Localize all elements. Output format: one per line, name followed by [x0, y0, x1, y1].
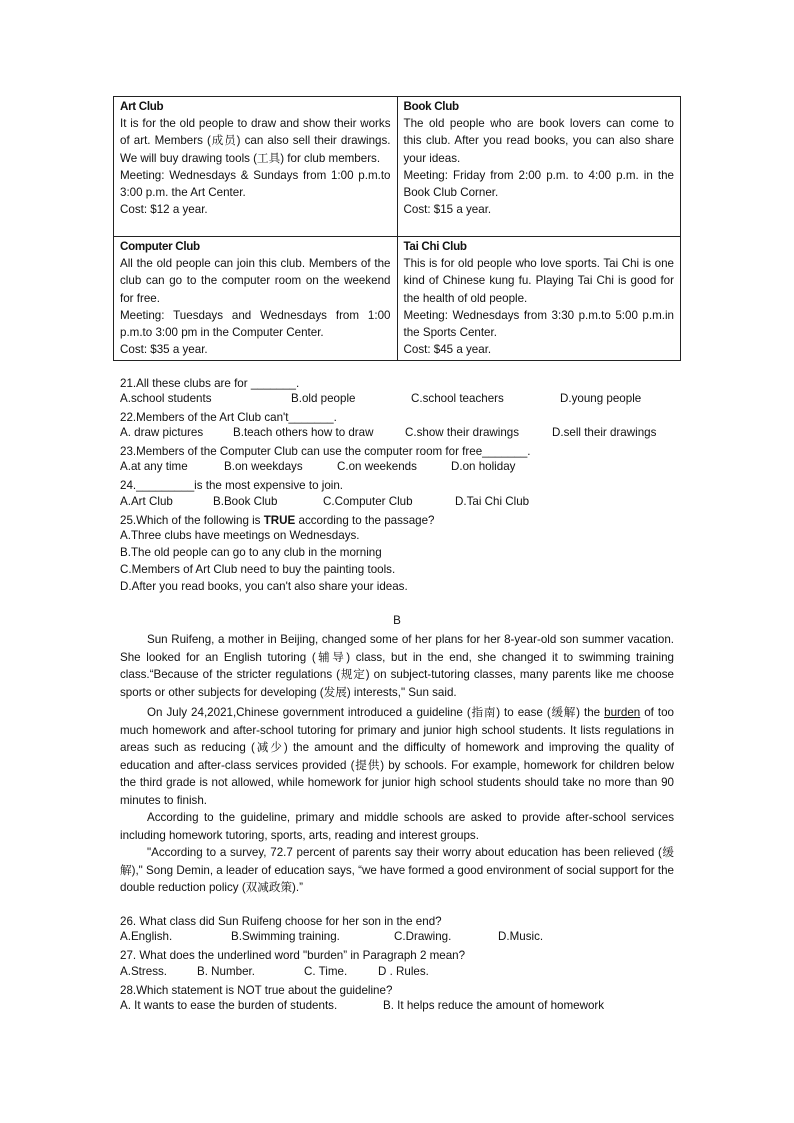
clubs-row [114, 237, 681, 361]
question-27-option: A.Stress. [120, 965, 168, 978]
paragraph-2 [120, 704, 674, 810]
club-description: It is for the old people to draw and show their works of art. Members (成员) can also sell their drawings. We will buy drawing tools (工具) for club members. [120, 117, 391, 165]
question-22-option: A. draw pictures [120, 426, 204, 439]
section-b-heading: B [393, 614, 401, 627]
tai-chi-club-cell [397, 237, 681, 361]
question-24-stem: 24._________is the most expensive to join. [120, 479, 344, 492]
question-26-option: C.Drawing. [394, 930, 452, 943]
book-club-cell [397, 97, 681, 237]
question-23-option: C.on weekends [337, 460, 417, 473]
question-21-stem: 21.All these clubs are for _______. [120, 377, 300, 390]
question-24-option: D.Tai Chi Club [455, 495, 530, 508]
question-25-stem-end: according to the passage? [295, 514, 435, 527]
question-21-option: C.school teachers [411, 392, 504, 405]
club-cost: Cost: $12 a year. [120, 203, 208, 217]
question-21-option: D.young people [560, 392, 642, 405]
question-27-option: C. Time. [304, 965, 348, 978]
question-23-stem: 23.Members of the Computer Club can use the computer room for free_______. [120, 445, 531, 458]
question-26-option: D.Music. [498, 930, 544, 943]
club-cost: Cost: $35 a year. [120, 343, 208, 357]
club-name: Computer Club [120, 240, 200, 253]
computer-club-cell [114, 237, 398, 361]
club-meeting: Meeting: Tuesdays and Wednesdays from 1:00 p.m.to 3:00 pm in the Computer Center. [120, 308, 391, 340]
club-cost: Cost: $15 a year. [403, 203, 492, 217]
question-21-option: A.school students [120, 392, 212, 405]
question-25-stem-bold: TRUE [263, 514, 296, 527]
question-23-option: D.on holiday [451, 460, 516, 473]
question-27-option: B. Number. [197, 965, 255, 978]
question-25-option: C.Members of Art Club need to buy the painting tools. [120, 563, 396, 576]
club-cost: Cost: $45 a year. [403, 343, 492, 357]
question-24-option: C.Computer Club [323, 495, 413, 508]
question-25-option: B.The old people can go to any club in the morning [120, 546, 382, 559]
club-name: Art Club [120, 100, 164, 113]
question-22-option: C.show their drawings [405, 426, 520, 439]
club-description: This is for old people who love sports. Tai Chi is one kind of Chinese kung fu. Playing Tai Chi is good for the health of old people. [403, 257, 674, 305]
question-28-stem: 28.Which statement is NOT true about the guideline? [120, 984, 393, 997]
question-26-stem: 26. What class did Sun Ruifeng choose for her son in the end? [120, 915, 442, 928]
club-description: The old people who are book lovers can come to this club. After you read books, you can also share your ideas. [403, 117, 674, 165]
paragraph-4: "According to a survey, 72.7 percent of parents say their worry about education has been relieved (缓解)," Song Demin, a leader of education says, “we have formed a good environment of social support for the double reduction policy (双减政策).” [120, 846, 674, 895]
question-23-option: A.at any time [120, 460, 188, 473]
art-club-cell [114, 97, 398, 237]
question-24-option: B.Book Club [213, 495, 278, 508]
club-meeting: Meeting: Wednesdays from 3:30 p.m.to 5:00 p.m.in the Sports Center. [403, 308, 674, 340]
question-28-option: B. It helps reduce the amount of homework [383, 999, 605, 1012]
question-22-stem: 22.Members of the Art Club can't_______. [120, 411, 337, 424]
club-description: All the old people can join this club. Members of the club can go to the computer room on the weekend for free. [120, 257, 391, 305]
clubs-table [113, 96, 681, 361]
paragraph-2-start: On July 24,2021,Chinese government introduced a guideline (指南) to ease (缓解) the [147, 706, 605, 719]
underlined-word-burden: burden [604, 706, 641, 719]
question-22-option: B.teach others how to draw [233, 426, 374, 439]
question-27-option: D . Rules. [378, 965, 429, 978]
club-meeting: Meeting: Friday from 2:00 p.m. to 4:00 p.m. in the Book Club Corner. [403, 168, 674, 200]
club-name: Tai Chi Club [403, 240, 467, 253]
clubs-row [114, 97, 681, 237]
club-meeting: Meeting: Wednesdays & Sundays from 1:00 p.m.to 3:00 p.m. the Art Center. [120, 168, 391, 200]
question-21-option: B.old people [291, 392, 356, 405]
paragraph-1: Sun Ruifeng, a mother in Beijing, changed some of her plans for her 8-year-old son summer vacation. She looked for an English tutoring (辅导) class, but in the end, she changed it to swimming training class.“Because of the stricter regulations (规定) on subject-tutoring classes, many parents like me choose sports or other subjects for developing (发展) interests," Sun said. [120, 633, 674, 699]
question-25-stem [120, 512, 680, 529]
question-25-stem-start: 25.Which of the following is [120, 514, 264, 527]
question-25-option: D.After you read books, you can't also share your ideas. [120, 580, 408, 593]
question-25-option: A.Three clubs have meetings on Wednesdays. [120, 529, 360, 542]
club-name: Book Club [403, 100, 459, 113]
question-24-option: A.Art Club [120, 495, 173, 508]
question-22-option: D.sell their drawings [552, 426, 657, 439]
question-26-option: B.Swimming training. [231, 930, 340, 943]
question-28-option: A. It wants to ease the burden of students. [120, 999, 338, 1012]
paragraph-2-end: of too much homework and after-school tutoring for primary and junior high school students. It lists regulations in areas such as reducing (减少) the amount and the difficulty of homework and improving the quality of education and after-class services provided (提供) by schools. For example, homework for children below the third grade is not allowed, while homework for junior high school students should take no more than 90 minutes to finish. [120, 706, 674, 807]
question-23-option: B.on weekdays [224, 460, 303, 473]
question-26-option: A.English. [120, 930, 173, 943]
paragraph-3: According to the guideline, primary and middle schools are asked to provide after-school services including homework tutoring, sports, arts, reading and interest groups. [120, 811, 674, 842]
question-27-stem: 27. What does the underlined word "burden” in Paragraph 2 mean? [120, 949, 466, 962]
